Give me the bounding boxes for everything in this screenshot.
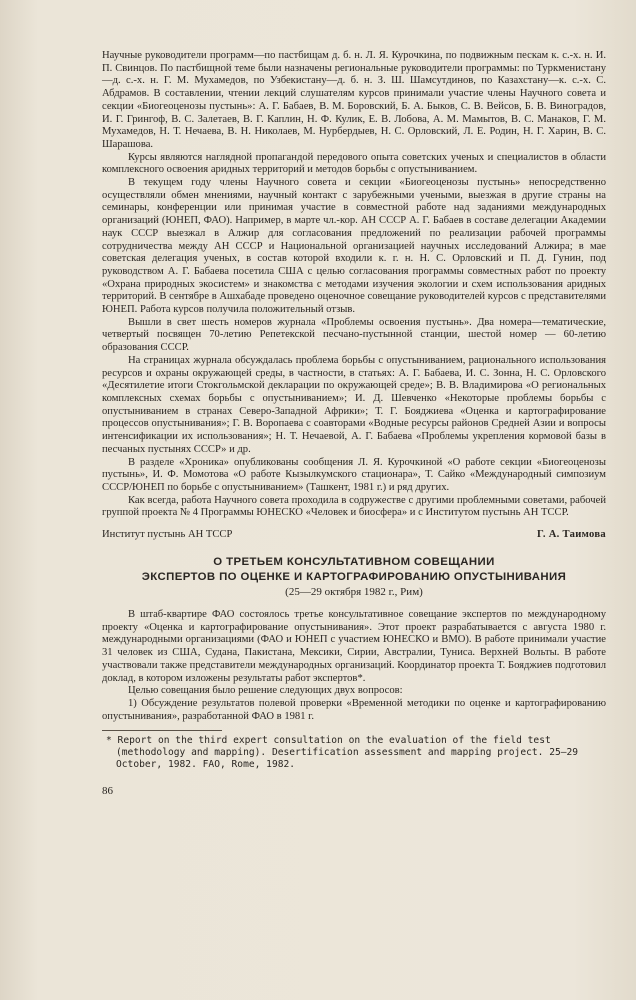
paragraph-international-contacts: В текущем году члены Научного совета и секции «Биогеоценозы пустынь» непосредственно осуществляли обмен мнениями, научный контакт с зарубежными учеными, выезжая в другие страны на семинары, конференции или принимая участие в совместной работе над заданиями международных организаций (ЮНЕП, ФАО). Например, в марте чл.-кор. АН СССР А. Г. Бабаев в составе делегации Академии наук СССР выезжал в Алжир для согласования предложений по реализации рабочей программы сотрудничества между АН СССР и Национальной организацией научных исследований Алжира; в мае советская делегация ученых, в состав которой входили к. г. н. Н. С. Орловский и П. Д. Гунин, под руководством А. Г. Бабаева посетила США с целью согласования программы совместных работ по проекту «Охрана природных экосистем» и знакомства с методами изучения экологии и схем использования аридных территорий. В сентябре в Ашхабаде проведено оценочное совещание руководителей курсов с представителями ЮНЕП. Работа курсов получила положительный отзыв.: [102, 177, 606, 316]
paragraph-journal-issues: Вышли в свет шесть номеров журнала «Проблемы освоения пустынь». Два номера—тематические, четвертый посвящен 70-летию Репетекской песчано-пустынной станции, шестой номер — 60-летию образования СССР.: [102, 316, 606, 354]
footnote: * Report on the third expert consultation on the evaluation of the field test (methodology and mapping). Desertification assessment and mapping project. 25—29 October, 1982. FAO, Rome, 1982.: [106, 735, 579, 771]
page-number: 86: [102, 785, 113, 798]
article-title: [102, 555, 606, 585]
paragraph-chronicle: В разделе «Хроника» опубликованы сообщения Л. Я. Курочкиной «О работе секции «Биогеоценозы пустынь», И. Ф. Момотова «О работе Кызылкумского стационара», Т. Сайко «Международный симпозиум СССР/ЮНЕП по борьбе с опустыниванием» (Ташкент, 1981 г.) и ряд других.: [102, 456, 606, 493]
footnote-divider: [102, 730, 222, 731]
paragraph-program-leaders: Научные руководители программ—по пастбищам д. б. н. Л. Я. Курочкина, по подвижным пескам к. с.-х. н. И. П. Свинцов. По пастбищной теме были назначены региональные руководители программы: по Туркменистану—д. с.-х. н. Г. М. Мухамедов, по Узбекистану—д. б. н. З. Ш. Шамсутдинов, по Казахстану—к. с.-х. С. Абдрамов. В составлении, чтении лекций слушателям курсов принимали участие члены Научного совета и секции «Биогеоценозы пустынь»: А. Г. Бабаев, В. М. Боровский, Б. А. Быков, С. В. Вейсов, Б. В. Виноградов, И. Г. Грингоф, В. С. Залетаев, В. Г. Каплин, Н. Ф. Кулик, Е. В. Лобова, А. М. Мамытов, В. С. Манаков, Г. М. Мухамедов, Н. Т. Нечаева, В. Н. Николаев, М. Нурбердыев, Н. С. Орловский, Л. Е. Родин, Н. Г. Харин, В. С. Шарашова.: [102, 50, 606, 150]
article-title-line-2: ЭКСПЕРТОВ ПО ОЦЕНКЕ И КАРТОГРАФИРОВАНИЮ ОПУСТЫНИВАНИЯ: [141, 571, 567, 584]
article-paragraph-intro: В штаб-квартире ФАО состоялось третье консультативное совещание экспертов по международному проекту «Оценка и картографирование опустынивания». Этот проект разрабатывается с августа 1980 г. международными организациями (ФАО и ЮНЕП с участием ЮНЕСКО и ВМО). В работе принимали участие 31 человек из США, Судана, Пакистана, Мексики, Сирии, Австралии, Туниса. Верхней Вольты. В работе участвовали также представители международных организаций. Координатор проекта Т. Бояджиев подготовил доклад, в котором изложены результаты работ экспертов*.: [102, 609, 606, 684]
article-paragraph-item-1: 1) Обсуждение результатов полевой проверки «Временной методики по оценке и картографированию опустынивания», разработанной ФАО в 1981 г.: [102, 697, 606, 722]
paragraph-cooperation: Как всегда, работа Научного совета проходила в содружестве с другими проблемными советами, рабочей группой проекта № 4 Программы ЮНЕСКО «Человек и биосфера» и с Институтом пустынь АН ТССР.: [102, 494, 606, 519]
paragraph-journal-articles: На страницах журнала обсуждалась проблема борьбы с опустыниванием, рационального использования ресурсов и охраны окружающей среды, в частности, в статьях: А. Г. Бабаева, И. С. Зонна, Н. С. Орловского «Десятилетие итоги Стокгольмской декларации по окружающей среде»; В. В. Владимирова «О региональных комплексных схемах борьбы с опустыниванием»; И. Д. Шевченко «Некоторые проблемы борьбы с опустыниванием в странах Северо-Западной Африки»; Т. Г. Бояджиева «Оценка и картографирование процессов опустынивания»; Г. В. Воропаева с соавторами «Водные ресурсы районов Средней Азии и вопросы интенсификации их использования»; Н. Т. Нечаевой, А. Г. Бабаева «Проблемы укрепления кормовой базы в песчаных пустынях СССР» и др.: [102, 354, 606, 455]
article-title-line-1: О ТРЕТЬЕМ КОНСУЛЬТАТИВНОМ СОВЕЩАНИИ: [213, 556, 495, 569]
signature-block: [102, 528, 606, 541]
paragraph-courses: Курсы являются наглядной пропагандой передового опыта советских ученых и специалистов в области комплексного освоения аридных территорий и методов борьбы с опустыниванием.: [102, 151, 606, 176]
article-paragraph-goals: Целью совещания было решение следующих двух вопросов:: [128, 685, 403, 697]
signature-institution: Институт пустынь АН ТССР: [102, 529, 233, 541]
signature-author: Г. А. Таимова: [536, 529, 606, 541]
article-dates: (25—29 октября 1982 г., Рим): [285, 586, 423, 599]
text-column: [102, 50, 606, 797]
